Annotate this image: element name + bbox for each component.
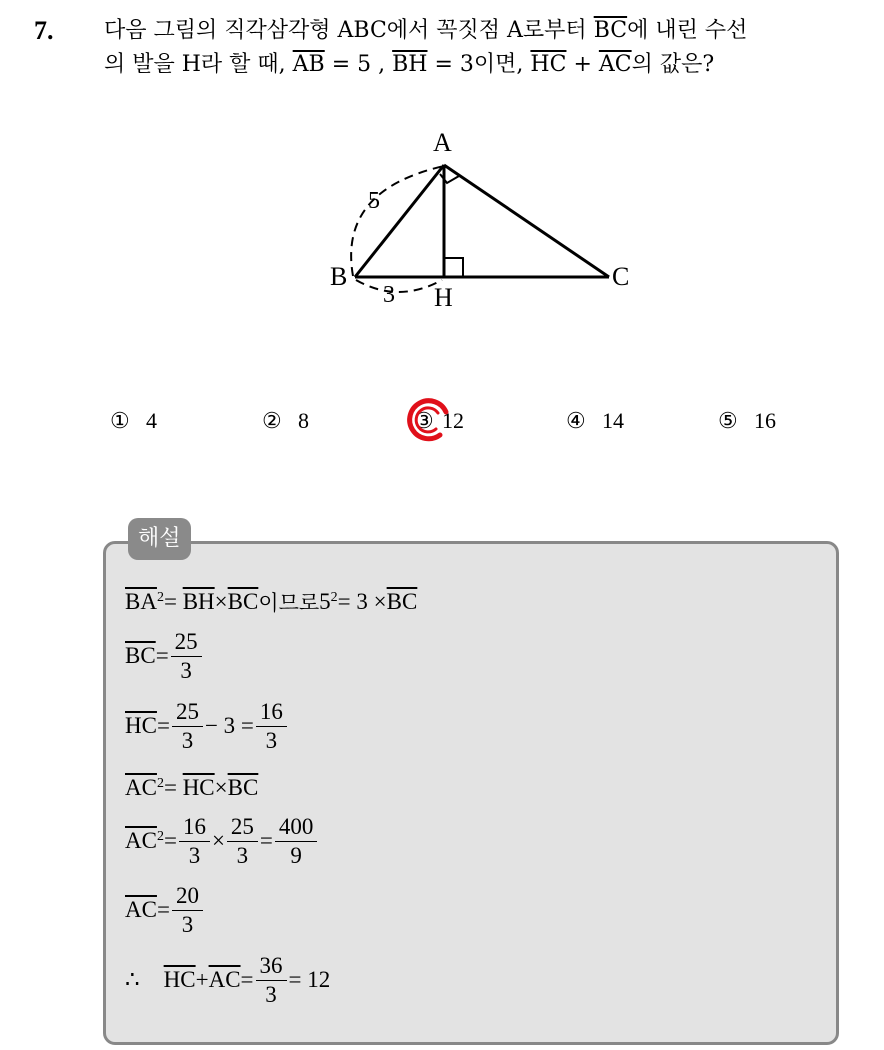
selected-answer-circle-icon [402, 396, 452, 446]
solution-line-4: $\overline{AC}$ $^2$ = $\overline{HC}$ × $\overline{BC}$ [125, 775, 259, 800]
solution-line-3: $\overline{HC}$ = $\frac{25}{3}$ − 3 = $\frac{16}{3}$ [125, 696, 825, 756]
question-line-2: 의 발을 H라 할 때, $\overline{AB} = 5$ , $\overline{BH} = 3$이면, $\overline{HC} + \overline{AC}$의 값은? [104, 52, 715, 77]
length-bh: 3 [383, 282, 395, 308]
label-h: H [434, 283, 453, 312]
question-line-1: 다음 그림의 직각삼각형 ABC에서 꼭짓점 A로부터 $\overline{BC}$에 내린 수선 [104, 18, 748, 43]
label-c: C [612, 262, 630, 291]
choice-5[interactable]: ⑤ 16 [718, 408, 776, 434]
choice-4[interactable]: ④ 14 [566, 408, 624, 434]
segment-bc: $\overline{BC}$ [593, 18, 628, 43]
solution-line-7: ∴ $\overline{HC}$ + $\overline{AC}$ = $\frac{36}{3}$ = 12 [125, 952, 331, 1007]
solution-line-2: $\overline{BC}$ = $\frac{25}{3}$ [125, 626, 825, 686]
solution-tag: 해설 [128, 518, 191, 560]
choice-2[interactable]: ② 8 [262, 408, 309, 434]
side-ac [444, 165, 609, 277]
length-ab: 5 [368, 188, 380, 214]
label-b: B [330, 262, 348, 291]
dashed-arc-bh [356, 280, 442, 292]
label-a: A [433, 128, 452, 157]
segment-ac: $\overline{AC}$ [598, 52, 632, 77]
segment-bh: $\overline{BH}$ [392, 52, 428, 77]
triangle-figure [0, 0, 884, 340]
solution-line-5: $\overline{AC}$ $^2$ = $\frac{16}{3}$ × $\frac{25}{3}$ = $\frac{400}{9}$ [125, 811, 825, 871]
solution-line-1: $\overline{BA}$ $^2$ = $\overline{BH}$ × $\overline{BC}$ 이므로 5 $^2$ = 3 × $\overline{BC}$ [125, 589, 418, 615]
segment-hc: $\overline{HC}$ [530, 52, 567, 77]
solution-line-6: $\overline{AC}$ = $\frac{20}{3}$ [125, 880, 825, 940]
choice-3[interactable]: ③ 12 [414, 408, 464, 434]
segment-ab: $\overline{AB}$ [292, 52, 325, 77]
right-angle-mark-h [444, 258, 463, 277]
question-number: 7. [34, 16, 54, 45]
choice-1[interactable]: ① 4 [110, 408, 157, 434]
